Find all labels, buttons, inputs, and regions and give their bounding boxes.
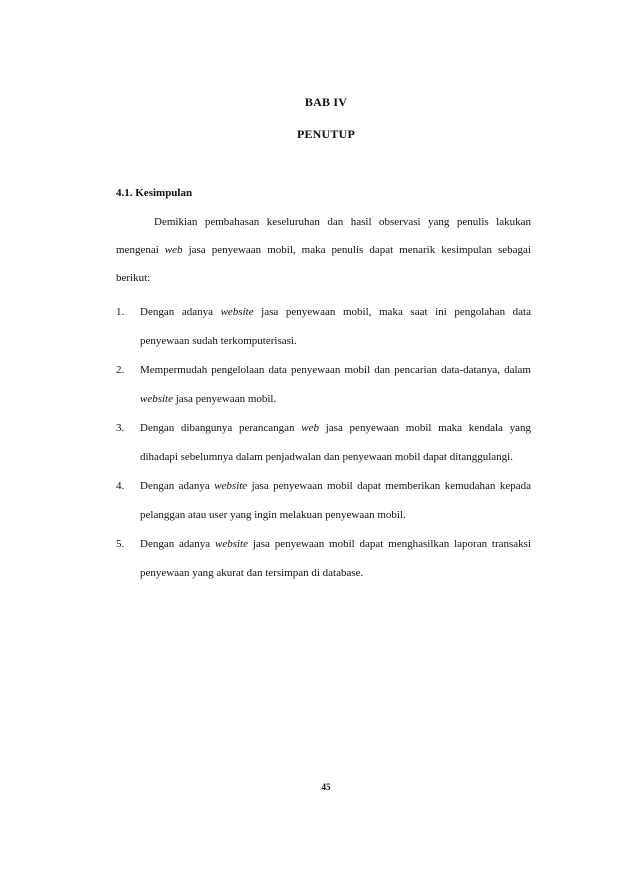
conclusion-text-before: Mempermudah pengelolaan data penyewaan mobil dan pencarian data-datanya, dalam: [140, 364, 531, 376]
conclusion-text-italic: website: [140, 393, 173, 405]
conclusion-number: 2.: [116, 364, 125, 376]
conclusion-text-after: jasa penyewaan mobil.: [173, 393, 277, 405]
conclusion-text-before: Dengan adanya: [140, 306, 221, 318]
conclusion-number: 3.: [116, 422, 125, 434]
conclusion-text-italic: website: [214, 480, 248, 492]
conclusion-text-before: Dengan adanya: [140, 538, 215, 550]
conclusion-number: 5.: [116, 538, 125, 550]
conclusion-item: [116, 472, 531, 530]
conclusion-item: [116, 414, 531, 472]
intro-paragraph: [116, 208, 531, 292]
conclusion-text-before: Dengan adanya: [140, 480, 215, 492]
conclusion-item: [116, 298, 531, 356]
conclusion-item: [116, 530, 531, 588]
conclusion-text-after: jasa penyewaan mobil dapat memberikan kemudahan kepada pelanggan atau user yang ingin melakuan penyewaan mobil.: [140, 480, 531, 521]
conclusion-item: [116, 356, 531, 414]
page-number: 45: [321, 782, 331, 792]
conclusion-text-after: jasa penyewaan mobil maka kendala yang dihadapi sebelumnya dalam penjadwalan dan penyewaan mobil dapat ditanggulangi.: [140, 422, 531, 463]
intro-text-after: jasa penyewaan mobil, maka penulis dapat menarik kesimpulan sebagai berikut:: [116, 244, 531, 284]
conclusion-text-italic: website: [220, 306, 254, 318]
chapter-number: BAB IV: [304, 95, 348, 109]
conclusion-number: 4.: [116, 480, 125, 492]
intro-text-italic: web: [164, 244, 183, 256]
conclusion-number: 1.: [116, 306, 125, 318]
conclusion-text-after: jasa penyewaan mobil, maka saat ini pengolahan data penyewaan sudah terkomputerisasi.: [140, 306, 531, 347]
conclusion-text-italic: web: [301, 422, 320, 434]
chapter-title: PENUTUP: [296, 127, 356, 141]
section-heading: 4.1. Kesimpulan: [116, 187, 193, 199]
conclusion-text-after: jasa penyewaan mobil dapat menghasilkan laporan transaksi penyewaan yang akurat dan tersimpan di database.: [140, 538, 531, 579]
conclusion-list: [116, 298, 531, 588]
conclusion-text-italic: website: [215, 538, 248, 550]
conclusion-text-before: Dengan dibangunya perancangan: [140, 422, 302, 434]
intro-text-before: Demikian pembahasan keseluruhan dan hasil observasi yang penulis lakukan mengenai: [116, 216, 531, 256]
